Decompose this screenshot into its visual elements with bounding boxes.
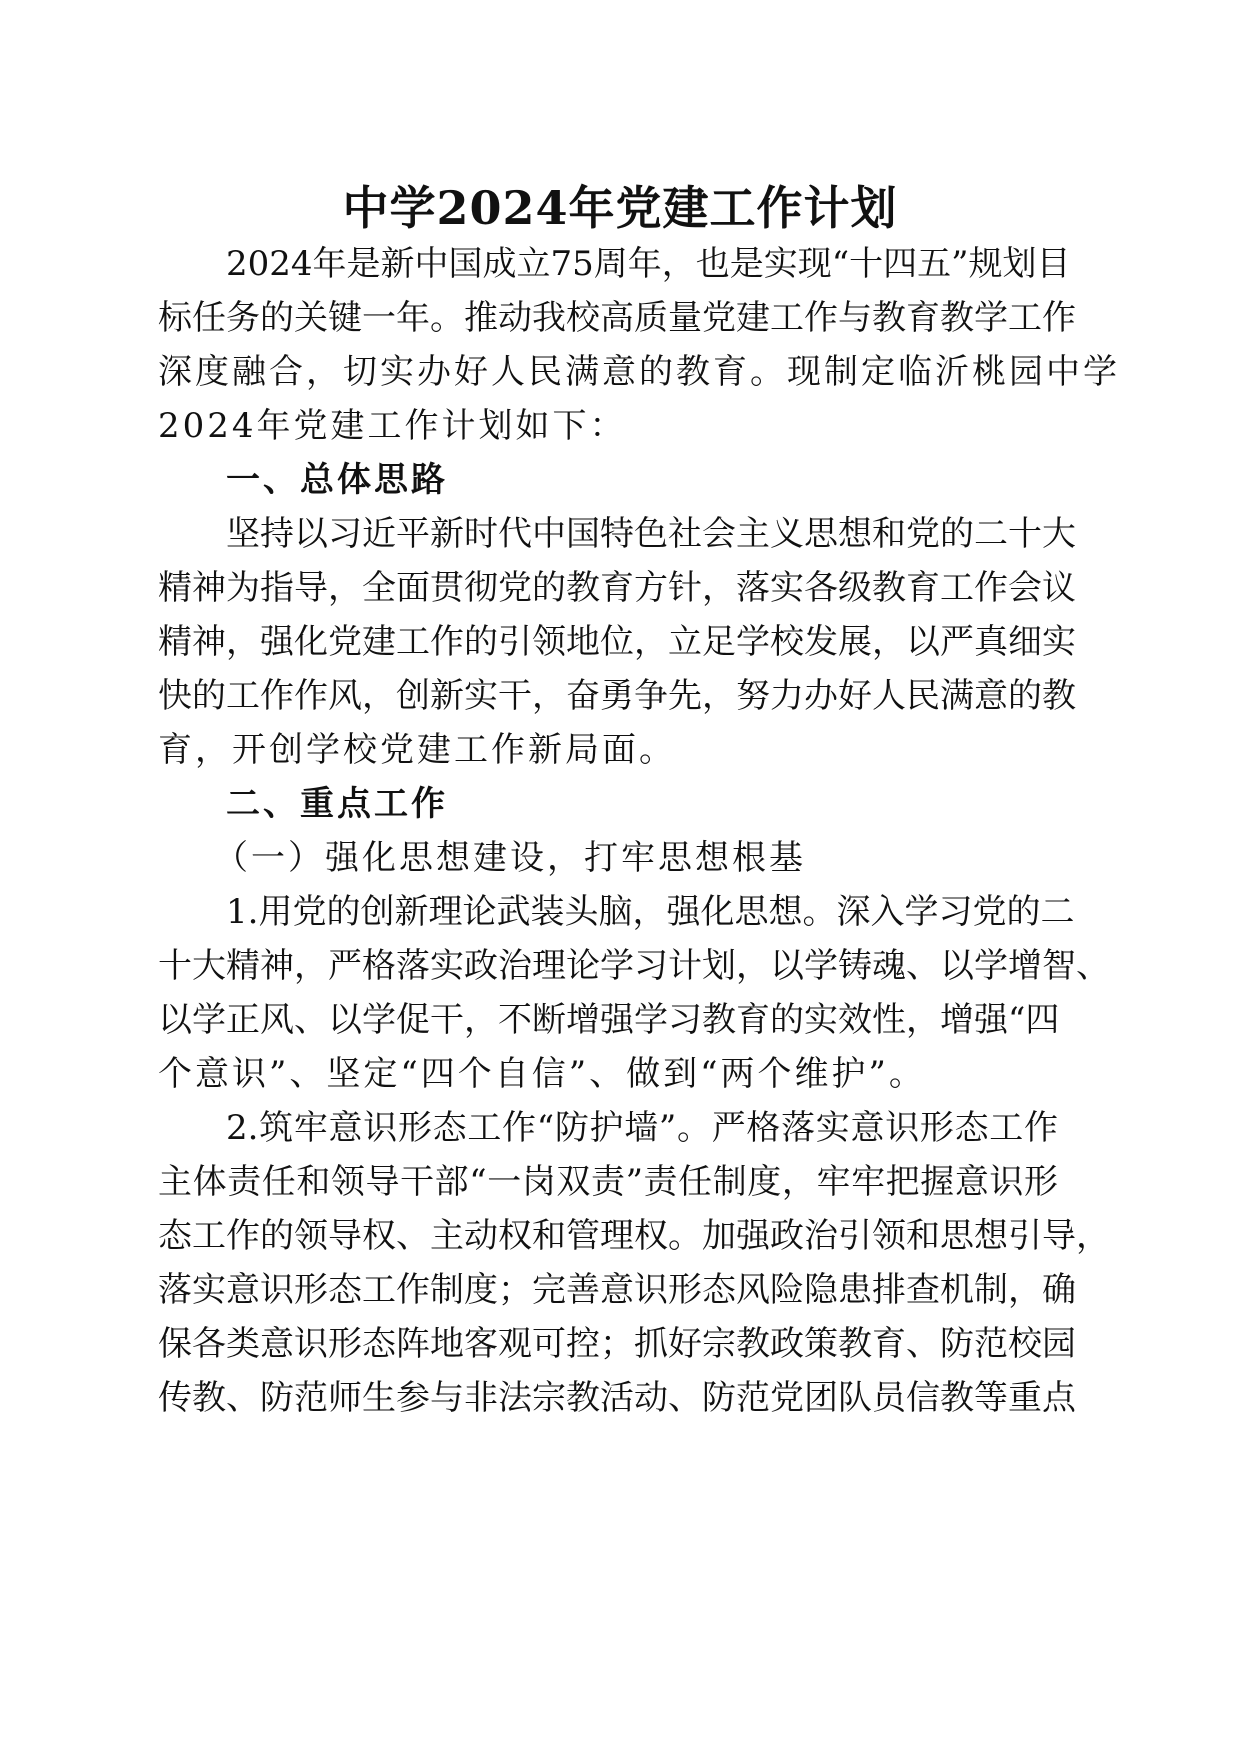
section-heading: 二、重点工作 — [226, 784, 448, 824]
paragraph-line: 精神，强化党建工作的引领地位，立足学校发展，以严真细实 — [158, 622, 1076, 662]
paragraph-line: 2.筑牢意识形态工作“防护墙”。严格落实意识形态工作 — [226, 1108, 1058, 1148]
paragraph-line: 精神为指导，全面贯彻党的教育方针，落实各级教育工作会议 — [158, 568, 1076, 608]
paragraph-line: 十大精神，严格落实政治理论学习计划，以学铸魂、以学增智、 — [158, 946, 1110, 986]
paragraph-line: 深度融合，切实办好人民满意的教育。现制定临沂桃园中学 — [158, 352, 1120, 392]
subsection-heading: （一）强化思想建设，打牢思想根基 — [214, 838, 806, 878]
document-title: 中学2024年党建工作计划 — [342, 181, 898, 235]
paragraph-line: 1.用党的创新理论武装头脑，强化思想。深入学习党的二 — [226, 892, 1075, 932]
paragraph-line: 落实意识形态工作制度；完善意识形态风险隐患排查机制，确 — [158, 1270, 1076, 1310]
paragraph-line: 个意识”、坚定“四个自信”、做到“两个维护”。 — [158, 1054, 926, 1094]
section-heading: 一、总体思路 — [226, 460, 448, 500]
paragraph-line: 2024年党建工作计划如下： — [158, 406, 627, 446]
paragraph-line: 坚持以习近平新时代中国特色社会主义思想和党的二十大 — [226, 514, 1076, 554]
paragraph-line: 育，开创学校党建工作新局面。 — [158, 730, 676, 770]
paragraph-line: 以学正风、以学促干，不断增强学习教育的实效性，增强“四 — [158, 1000, 1060, 1040]
paragraph-line: 标任务的关键一年。推动我校高质量党建工作与教育教学工作 — [158, 298, 1076, 338]
paragraph-line: 传教、防范师生参与非法宗教活动、防范党团队员信教等重点 — [158, 1378, 1076, 1418]
paragraph-line: 主体责任和领导干部“一岗双责”责任制度，牢牢把握意识形 — [158, 1162, 1058, 1202]
paragraph-line: 快的工作作风，创新实干，奋勇争先，努力办好人民满意的教 — [158, 676, 1076, 716]
paragraph-line: 2024年是新中国成立75周年，也是实现“十四五”规划目 — [226, 244, 1071, 284]
paragraph-line: 态工作的领导权、主动权和管理权。加强政治引领和思想引导， — [158, 1216, 1110, 1256]
paragraph-line: 保各类意识形态阵地客观可控；抓好宗教政策教育、防范校园 — [158, 1324, 1076, 1364]
